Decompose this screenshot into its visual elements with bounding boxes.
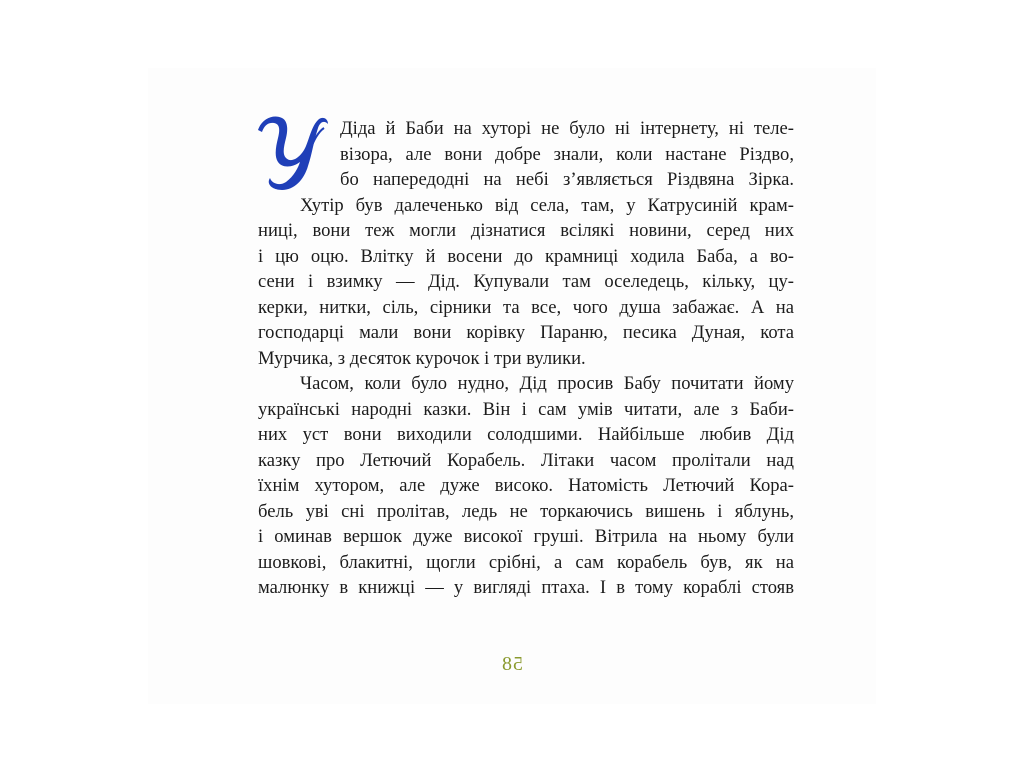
page-number-text: 58 [501,653,523,675]
body-text [258,116,794,601]
text-line: українські народні казки. Він і сам умів читати, але з Баби- [258,398,794,420]
text-line: казку про Летючий Корабель. Літаки часом пролітали над [258,449,794,471]
text-line: бо напередодні на небі з’являється Різдвяна Зірка. [340,169,794,190]
page-number [0,653,1024,676]
text-line: бель уві сні пролітав, ледь не торкаючись вишень і яблунь, [258,500,794,522]
text-line: візора, але вони добре знали, коли настане Різдво, [340,143,794,165]
text-line: ниці, вони теж могли дізнатися всілякі новини, серед них [258,220,794,241]
text-line: їхнім хутором, але дуже високо. Натомість Летючий Кора- [258,475,794,496]
text-line: Діда й Баби на хуторі не було ні інтернету, ні теле- [340,118,794,139]
text-line: Хутір був далеченько від села, там, у Катрусиній крам- [300,194,794,216]
text-line: шовкові, блакитні, щогли срібні, а сам корабель був, як на [258,551,794,573]
text-line: сени і взимку — Дід. Купували там оселедець, кільку, цу- [258,271,794,292]
text-line: Мурчика, з десяток курочок і три вулики. [258,347,586,369]
text-line: господарці мали вони корівку Параню, песика Дуная, кота [258,322,794,343]
text-line: них уст вони виходили солодшими. Найбільше любив Дід [258,424,794,445]
text-line: малюнку в книжці — у вигляді птаха. І в тому кораблі стояв [258,577,794,598]
text-line: Часом, коли було нудно, Дід просив Бабу почитати йому [300,373,794,394]
text-line: керки, нитки, сіль, сірники та все, чого душа забажає. А на [258,296,794,318]
text-line: і цю оцю. Влітку й восени до крамниці ходила Баба, а во- [258,245,794,267]
text-line: і оминав вершок дуже високої груші. Вітрила на ньому були [258,526,794,547]
